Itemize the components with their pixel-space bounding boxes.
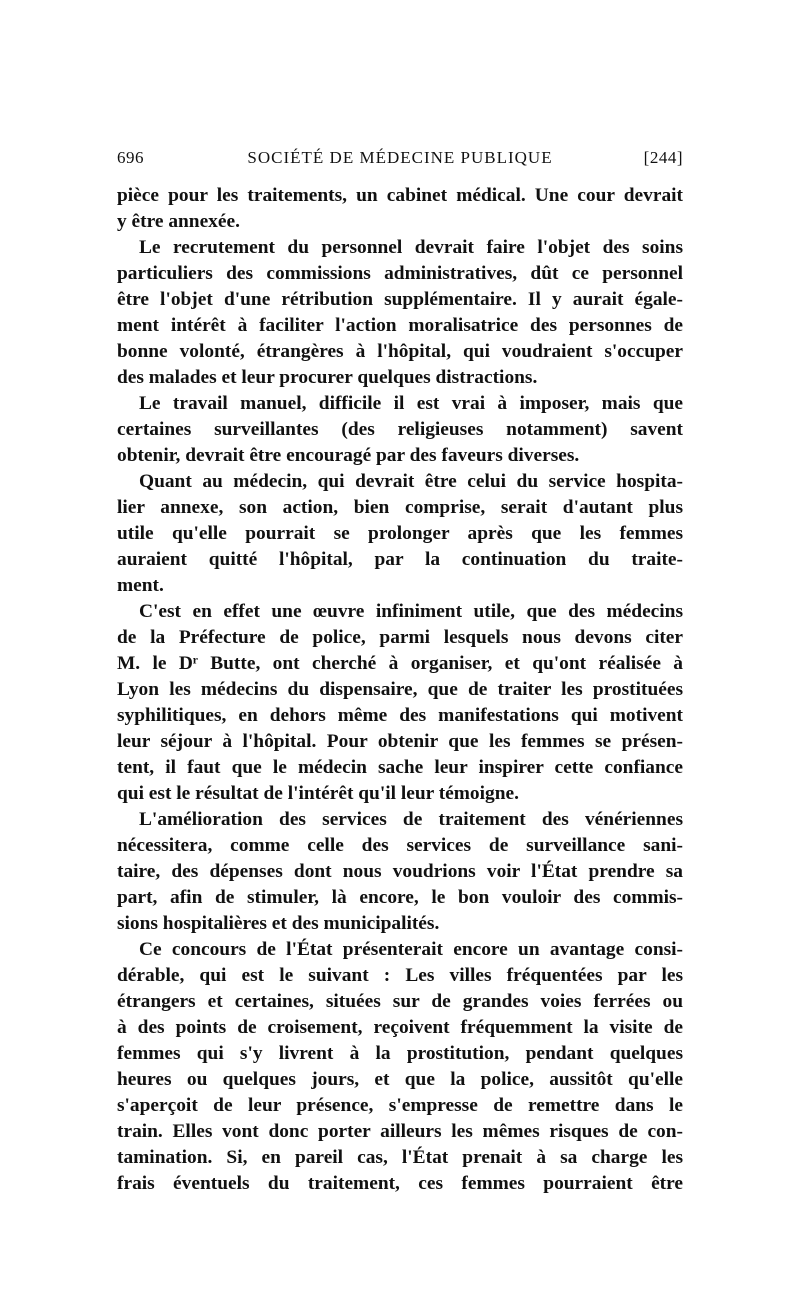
text-line: Lyon les médecins du dispensaire, que de traiter les prostituées bbox=[117, 679, 683, 700]
text-line: pièce pour les traitements, un cabinet médical. Une cour devrait bbox=[117, 185, 683, 206]
text-line: C'est en effet une œuvre infiniment utile, que des médecins bbox=[139, 601, 683, 622]
text-line: Le travail manuel, difficile il est vrai à imposer, mais que bbox=[139, 393, 683, 414]
text-line: de la Préfecture de police, parmi lesquels nous devons citer bbox=[117, 627, 683, 648]
text-line: train. Elles vont donc porter ailleurs les mêmes risques de con- bbox=[117, 1121, 683, 1142]
page-number: 696 bbox=[117, 148, 144, 167]
bracket-page-reference: [244] bbox=[643, 148, 683, 167]
text-line: femmes qui s'y livrent à la prostitution, pendant quelques bbox=[117, 1043, 683, 1064]
text-line: y être annexée. bbox=[117, 211, 240, 232]
text-line: Quant au médecin, qui devrait être celui du service hospita- bbox=[139, 471, 683, 492]
text-line: tamination. Si, en pareil cas, l'État prenait à sa charge les bbox=[117, 1147, 683, 1168]
text-line: ment intérêt à faciliter l'action moralisatrice des personnes de bbox=[117, 315, 683, 336]
text-line: M. le Dʳ Butte, ont cherché à organiser, et qu'ont réalisée à bbox=[117, 653, 683, 674]
text-line: dérable, qui est le suivant : Les villes fréquentées par les bbox=[117, 965, 683, 986]
text-line: être l'objet d'une rétribution supplémentaire. Il y aurait égale- bbox=[117, 289, 683, 310]
text-line: Ce concours de l'État présenterait encore un avantage consi- bbox=[139, 939, 683, 960]
text-line: part, afin de stimuler, là encore, le bon vouloir des commis- bbox=[117, 887, 683, 908]
text-line: ment. bbox=[117, 575, 164, 596]
text-line: auraient quitté l'hôpital, par la continuation du traite- bbox=[117, 549, 683, 570]
text-line: s'aperçoit de leur présence, s'empresse de remettre dans le bbox=[117, 1095, 683, 1116]
text-line: Le recrutement du personnel devrait faire l'objet des soins bbox=[139, 237, 683, 258]
text-line: heures ou quelques jours, et que la police, aussitôt qu'elle bbox=[117, 1069, 683, 1090]
text-line: sions hospitalières et des municipalités. bbox=[117, 913, 440, 934]
text-line: utile qu'elle pourrait se prolonger après que les femmes bbox=[117, 523, 683, 544]
text-line: obtenir, devrait être encouragé par des faveurs diverses. bbox=[117, 445, 580, 466]
text-line: tent, il faut que le médecin sache leur inspirer cette confiance bbox=[117, 757, 683, 778]
text-line: lier annexe, son action, bien comprise, serait d'autant plus bbox=[117, 497, 683, 518]
text-line: syphilitiques, en dehors même des manifestations qui motivent bbox=[117, 705, 683, 726]
text-line: certaines surveillantes (des religieuses notamment) savent bbox=[117, 419, 683, 440]
text-line: à des points de croisement, reçoivent fréquemment la visite de bbox=[117, 1017, 683, 1038]
running-title: SOCIÉTÉ DE MÉDECINE PUBLIQUE bbox=[247, 148, 553, 167]
text-line: bonne volonté, étrangères à l'hôpital, qui voudraient s'occuper bbox=[117, 341, 683, 362]
text-line: frais éventuels du traitement, ces femmes pourraient être bbox=[117, 1173, 683, 1194]
text-line: étrangers et certaines, situées sur de grandes voies ferrées ou bbox=[117, 991, 683, 1012]
running-header bbox=[117, 148, 683, 174]
text-line: L'amélioration des services de traitement des vénériennes bbox=[139, 809, 683, 830]
body-text bbox=[117, 183, 683, 1197]
text-line: qui est le résultat de l'intérêt qu'il leur témoigne. bbox=[117, 783, 519, 804]
text-line: des malades et leur procurer quelques distractions. bbox=[117, 367, 538, 388]
text-line: leur séjour à l'hôpital. Pour obtenir que les femmes se présen- bbox=[117, 731, 683, 752]
text-line: particuliers des commissions administratives, dût ce personnel bbox=[117, 263, 683, 284]
text-line: nécessitera, comme celle des services de surveillance sani- bbox=[117, 835, 683, 856]
text-line: taire, des dépenses dont nous voudrions voir l'État prendre sa bbox=[117, 861, 683, 882]
